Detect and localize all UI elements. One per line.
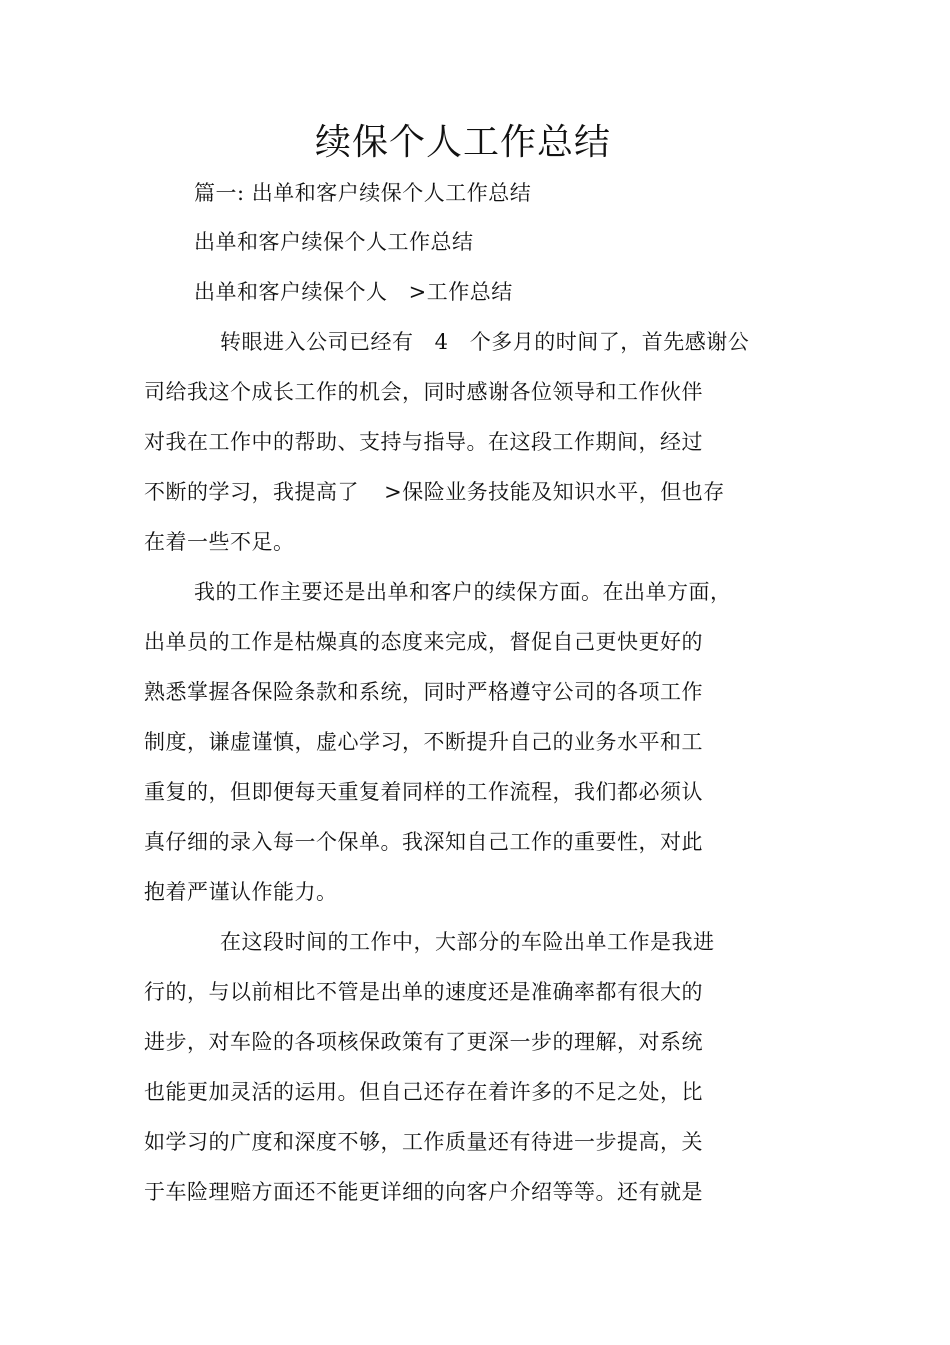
paragraph-3-line-3: 进步，对车险的各项核保政策有了更深一步的理解，对系统 [144,1030,703,1054]
paragraph-2-line-4: 制度，谦虚谨慎，虚心学习，不断提升自己的业务水平和工 [144,730,703,754]
paragraph-1-line-3: 对我在工作中的帮助、支持与指导。在这段工作期间，经过 [144,430,703,454]
paragraph-3-line-4: 也能更加灵活的运用。但自己还存在着许多的不足之处，比 [144,1080,703,1104]
subtitle: 篇一: 出单和客户续保个人工作总结 [194,181,532,205]
paragraph-3-line-2: 行的，与以前相比不管是出单的速度还是准确率都有很大的 [144,980,703,1004]
paragraph-1-line-2: 司给我这个成长工作的机会，同时感谢各位领导和工作伙伴 [144,380,703,404]
paragraph-1-line-4: 不断的学习，我提高了 >保险业务技能及知识水平，但也存 [144,480,725,504]
paragraph-2-line-6: 真仔细的录入每一个保单。我深知自己工作的重要性，对此 [144,830,703,854]
paragraph-2-line-3: 熟悉掌握各保险条款和系统，同时严格遵守公司的各项工作 [144,680,703,704]
paragraph-3-line-6: 于车险理赔方面还不能更详细的向客户介绍等等。还有就是 [144,1180,703,1204]
heading-2: 出单和客户续保个人 >工作总结 [194,280,513,304]
paragraph-3-line-1: 在这段时间的工作中，大部分的车险出单工作是我进 [220,930,715,954]
paragraph-2-line-5: 重复的，但即便每天重复着同样的工作流程，我们都必须认 [144,780,703,804]
paragraph-1-line-1: 转眼进入公司已经有 4 个多月的时间了，首先感谢公 [220,330,750,354]
paragraph-2-line-7: 抱着严谨认作能力。 [144,880,338,904]
paragraph-2-line-1: 我的工作主要还是出单和客户的续保方面。在出单方面， [194,580,732,604]
paragraph-2-line-2: 出单员的工作是枯燥真的态度来完成，督促自己更快更好的 [144,630,703,654]
document-title: 续保个人工作总结 [314,122,611,163]
paragraph-1-line-5: 在着一些不足。 [144,530,295,554]
heading-1: 出单和客户续保个人工作总结 [194,230,474,254]
paragraph-3-line-5: 如学习的广度和深度不够，工作质量还有待进一步提高，关 [144,1130,703,1154]
